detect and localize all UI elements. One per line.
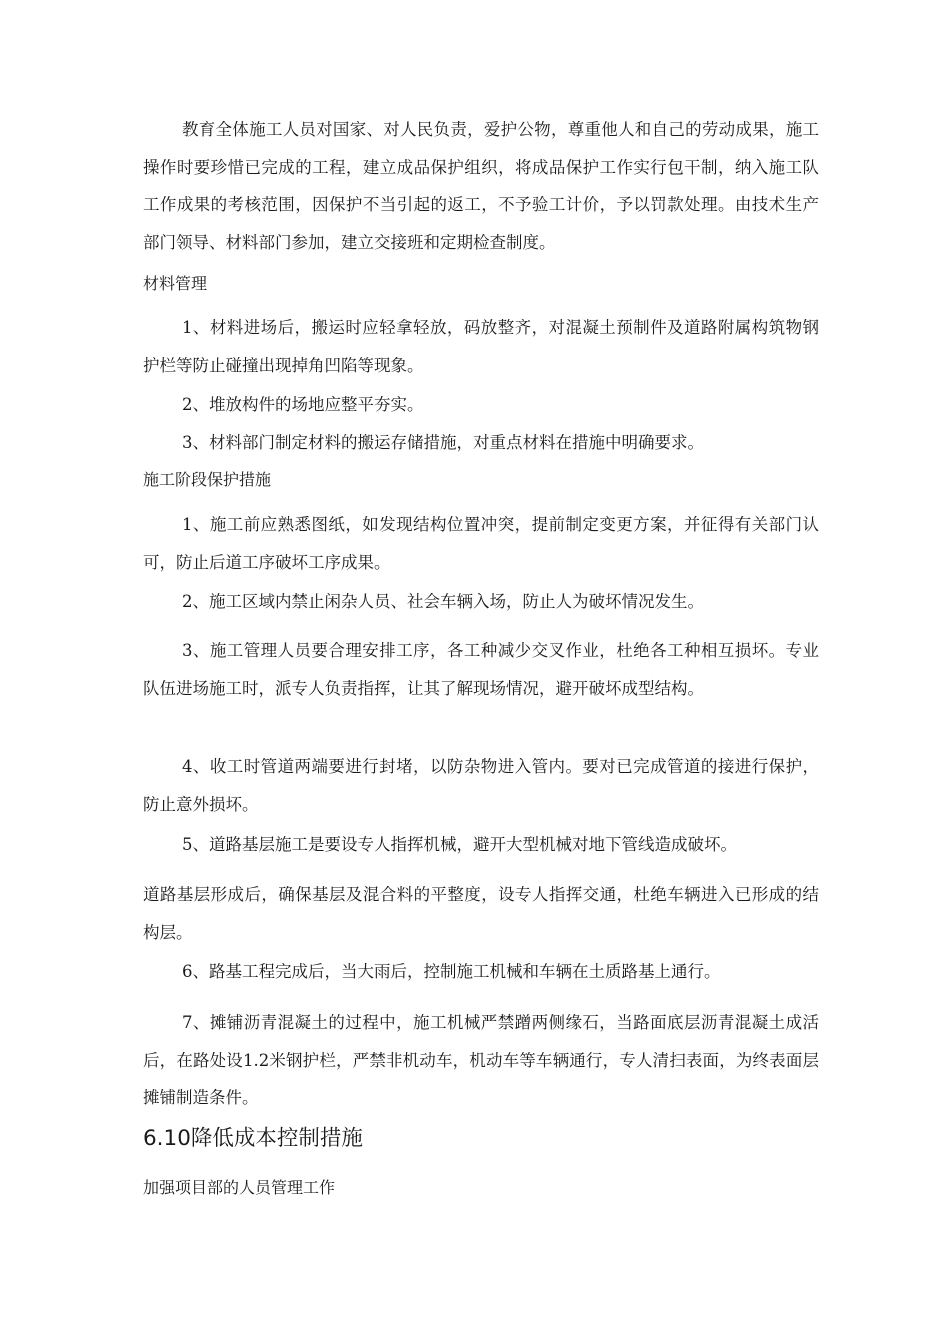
stage-item-4: 4、收工时管道两端要进行封堵，以防杂物进入管内。要对已完成管道的接进行保护，防止意外损坏。: [143, 757, 819, 814]
section-title: 6.10降低成本控制措施: [143, 1126, 363, 1151]
stage-item-5-continued: 道路基层形成后，确保基层及混合料的平整度，设专人指挥交通，杜绝车辆进入已形成的结构层。: [143, 885, 819, 942]
section-subheading: 加强项目部的人员管理工作: [143, 1178, 336, 1197]
stage-item-3: 3、施工管理人员要合理安排工序，各工种减少交叉作业，杜绝各工种相互损坏。专业队伍进场施工时，派专人负责指挥，让其了解现场情况，避开破坏成型结构。: [143, 641, 819, 698]
material-item-1: 1、材料进场后，搬运时应轻拿轻放，码放整齐，对混凝土预制件及道路附属构筑物钢护栏等防止碰撞出现掉角凹陷等现象。: [143, 318, 819, 375]
stage-item-2: 2、施工区域内禁止闲杂人员、社会车辆入场，防止人为破坏情况发生。: [182, 592, 704, 611]
material-item-2: 2、堆放构件的场地应整平夯实。: [182, 395, 424, 414]
stage-item-6: 6、路基工程完成后，当大雨后，控制施工机械和车辆在土质路基上通行。: [182, 962, 721, 981]
stage-item-7: 7、摊铺沥青混凝土的过程中，施工机械严禁蹭两侧缘石，当路面底层沥青混凝土成活后，在路处设1.2米钢护栏，严禁非机动车，机动车等车辆通行，专人清扫表面，为终表面层摊铺制造条件。: [143, 1013, 819, 1107]
material-item-3: 3、材料部门制定材料的搬运存储措施，对重点材料在措施中明确要求。: [182, 433, 704, 452]
material-heading: 材料管理: [143, 274, 208, 293]
stage-heading: 施工阶段保护措施: [143, 470, 272, 489]
intro-paragraph: 教育全体施工人员对国家、对人民负责，爱护公物，尊重他人和自己的劳动成果，施工操作时要珍惜已完成的工程，建立成品保护组织，将成品保护工作实行包干制，纳入施工队工作成果的考核范围，因保护不当引起的返工，不予验工计价，予以罚款处理。由技术生产部门领导、材料部门参加，建立交接班和定期检查制度。: [143, 120, 819, 252]
stage-item-5: 5、道路基层施工是要设专人指挥机械，避开大型机械对地下管线造成破坏。: [182, 835, 737, 854]
stage-item-1: 1、施工前应熟悉图纸，如发现结构位置冲突，提前制定变更方案，并征得有关部门认可，防止后道工序破坏工序成果。: [143, 515, 819, 572]
